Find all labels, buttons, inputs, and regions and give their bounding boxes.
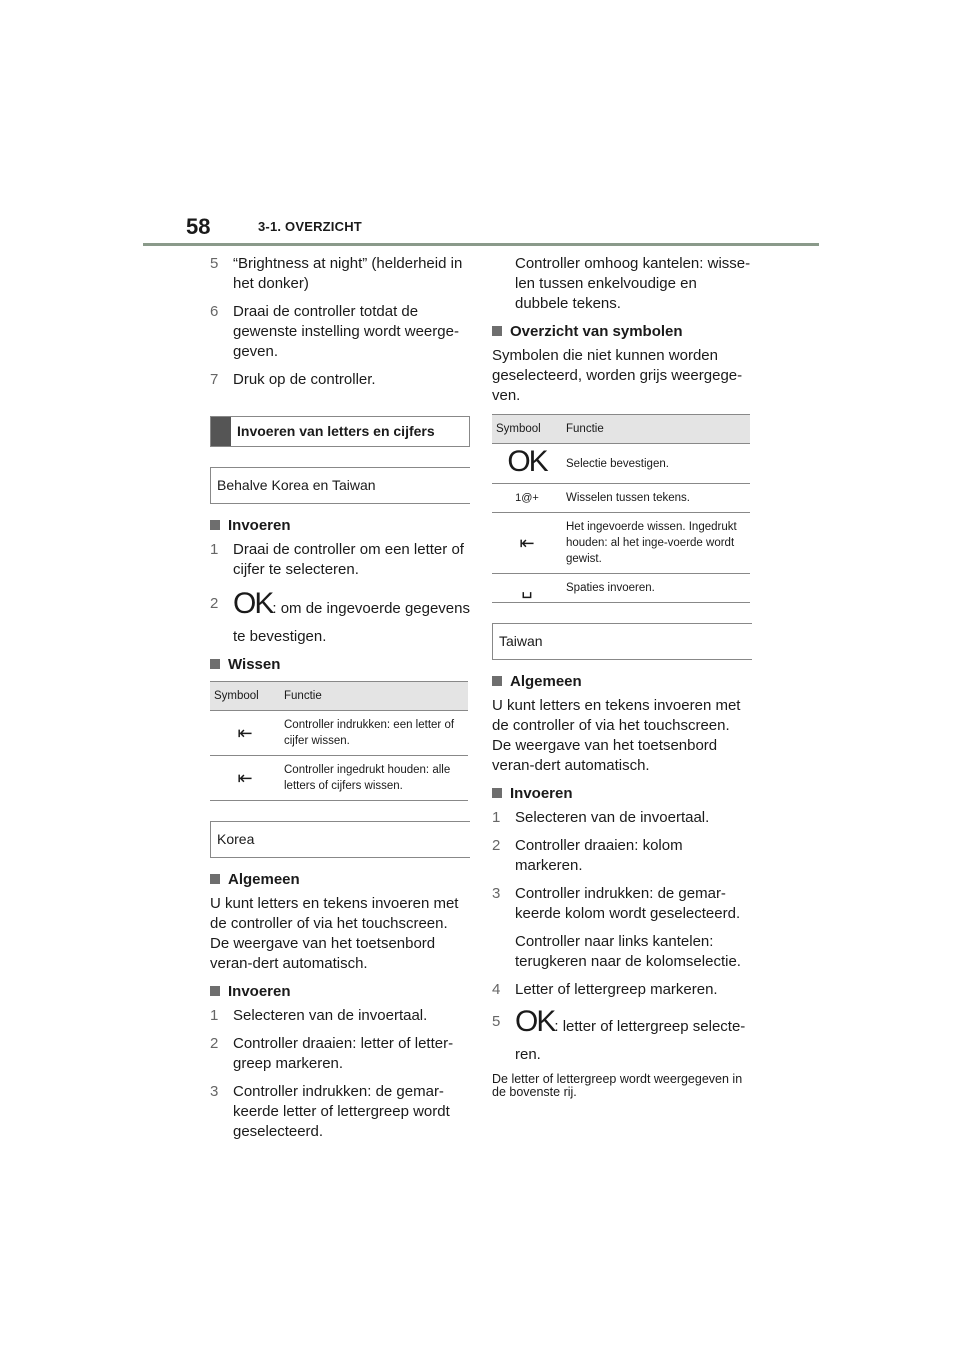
bullet-square-icon — [492, 326, 502, 336]
step-5-continued: ren. — [515, 1046, 541, 1063]
step-number: 7 — [210, 371, 219, 388]
region-label-taiwan: Taiwan — [492, 623, 752, 660]
delete-icon: ⇤ — [492, 513, 562, 574]
subheading-algemeen: Algemeen — [210, 870, 470, 890]
step-number: 5 — [210, 255, 219, 272]
subheading-invoeren: Invoeren — [210, 982, 470, 1002]
subheading-overzicht: Overzicht van symbolen — [492, 322, 752, 342]
step-6 — [210, 302, 470, 362]
column-header: Functie — [562, 415, 750, 444]
paragraph: U kunt letters en tekens invoeren met de controller of via het touchscreen. De weergave van het toetsenbord veran-dert automatisch. — [492, 697, 741, 774]
bullet-square-icon — [210, 874, 220, 884]
region-label-except-korea-taiwan: Behalve Korea en Taiwan — [210, 467, 470, 504]
ok-icon: OK — [515, 1005, 555, 1038]
step-2: 2 Controller draaien: kolom markeren. — [492, 837, 683, 874]
switch-characters-icon: 1@+ — [492, 484, 562, 513]
step-number: 6 — [210, 303, 219, 320]
section-heading: Invoeren van letters en cijfers — [237, 423, 435, 439]
table-row: 1@+ Wisselen tussen tekens. — [492, 484, 750, 513]
delete-icon: ⇤ — [210, 756, 280, 801]
wissen-table — [210, 681, 468, 801]
subheading-invoeren: Invoeren — [210, 516, 470, 536]
step-5 — [210, 254, 470, 294]
table-row: OK Selectie bevestigen. — [492, 444, 750, 484]
bullet-square-icon — [492, 676, 502, 686]
subheading-wissen: Wissen — [210, 655, 470, 675]
ok-icon: OK — [233, 587, 273, 620]
step-2-continued: te bevestigen. — [233, 628, 327, 645]
step-7 — [210, 370, 470, 390]
step-text: Druk op de controller. — [233, 371, 376, 388]
table-row: ⇤ Controller indrukken: een letter of cijfer wissen. — [210, 711, 468, 756]
right-column — [492, 254, 752, 1099]
symbols-table — [492, 414, 750, 603]
table-row: ⇤ Controller ingedrukt houden: alle letters of cijfers wissen. — [210, 756, 468, 801]
ok-icon: OK — [507, 445, 547, 478]
step-1: 1 Selecteren van de invoertaal. — [210, 1007, 428, 1024]
paragraph: Symbolen die niet kunnen worden geselecteerd, worden grijs weergege-ven. — [492, 347, 743, 404]
step-4: 4 Letter of lettergreep markeren. — [492, 981, 718, 998]
column-header: Symbool — [492, 415, 562, 444]
section-title: 3-1. OVERZICHT — [258, 219, 362, 234]
delete-icon: ⇤ — [210, 711, 280, 756]
bullet-square-icon — [210, 520, 220, 530]
step-continued: Controller omhoog kantelen: wisse-len tussen enkelvoudige en dubbele tekens. — [515, 255, 751, 312]
table-row: ⇤ Het ingevoerde wissen. Ingedrukt houden: al het inge-voerde wordt gewist. — [492, 513, 750, 574]
table-row: ␣ Spaties invoeren. — [492, 574, 750, 603]
column-header: Symbool — [210, 682, 280, 711]
space-icon: ␣ — [492, 574, 562, 603]
step-1: 1 Draai de controller om een letter of cijfer te selecteren. — [210, 541, 464, 578]
step-1: 1 Selecteren van de invoertaal. — [492, 809, 710, 826]
step-5: 5 OK: letter of lettergreep selecte- — [492, 1005, 746, 1038]
step-2: 2 Controller draaien: letter of letter-greep markeren. — [210, 1035, 454, 1072]
region-label-korea: Korea — [210, 821, 470, 858]
step-2: 2 OK: om de ingevoerde gegevens — [210, 587, 470, 620]
column-header: Functie — [280, 682, 468, 711]
heading-bar — [211, 417, 231, 446]
subheading-algemeen: Algemeen — [492, 672, 752, 692]
left-column — [210, 254, 470, 1150]
step-3: 3 Controller indrukken: de gemar-keerde letter of lettergreep wordt geselecteerd. — [210, 1083, 450, 1140]
step-3: 3 Controller indrukken: de gemar-keerde kolom wordt geselecteerd. — [492, 885, 741, 922]
bullet-square-icon — [492, 788, 502, 798]
page-number: 58 — [186, 214, 211, 239]
step-text: “Brightness at night” (helderheid in het donker) — [233, 255, 463, 292]
step-text: Draai de controller totdat de gewenste instelling wordt weerge-geven. — [233, 303, 459, 360]
bullet-square-icon — [210, 659, 220, 669]
paragraph: U kunt letters en tekens invoeren met de controller of via het touchscreen. De weergave van het toetsenbord veran-dert automatisch. — [210, 895, 459, 972]
subheading-invoeren: Invoeren — [492, 784, 752, 804]
note-text: De letter of lettergreep wordt weergegeven in de bovenste rij. — [492, 1072, 743, 1099]
section-heading-box — [210, 416, 470, 447]
bullet-square-icon — [210, 986, 220, 996]
step-3-continued: Controller naar links kantelen: terugkeren naar de kolomselectie. — [515, 933, 741, 970]
header-rule — [143, 243, 819, 246]
